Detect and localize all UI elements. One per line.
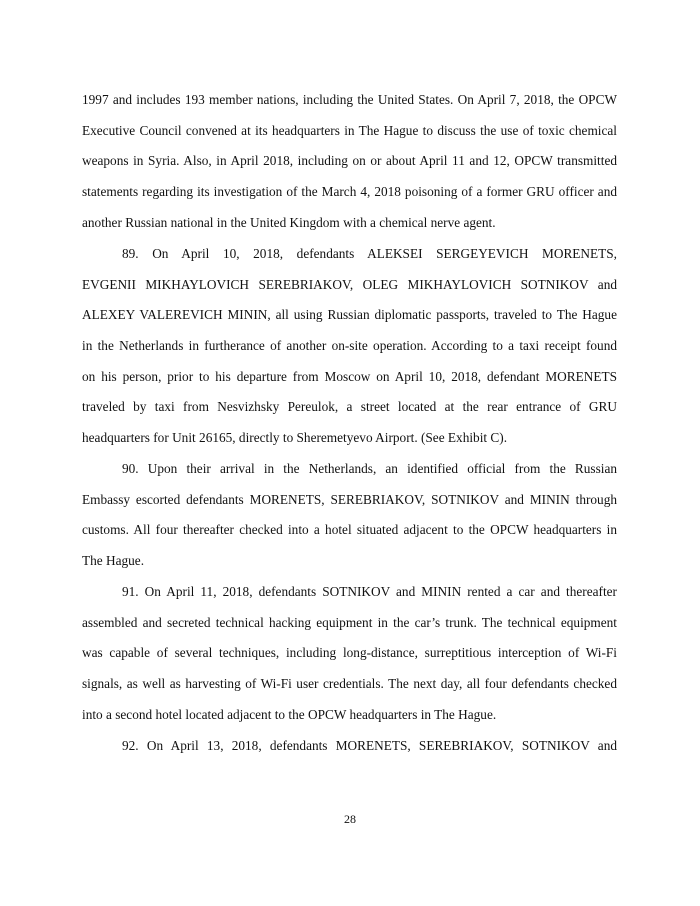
body-line-20: signals, as well as harvesting of Wi-Fi user credentials. The next day, all four defendants checked <box>82 676 617 691</box>
body-line-4: statements regarding its investigation of the March 4, 2018 poisoning of a former GRU officer and <box>82 184 617 199</box>
body-line-19: was capable of several techniques, including long-distance, surreptitious interception of Wi-Fi <box>82 645 617 660</box>
body-line-18: assembled and secreted technical hacking equipment in the car’s trunk. The technical equipment <box>82 615 617 630</box>
paragraph-92-first-line: 92. On April 13, 2018, defendants MORENETS, SEREBRIAKOV, SOTNIKOV and <box>122 738 617 753</box>
body-line-10: on his person, prior to his departure from Moscow on April 10, 2018, defendant MORENETS <box>82 369 617 384</box>
body-line-7: EVGENII MIKHAYLOVICH SEREBRIAKOV, OLEG MIKHAYLOVICH SOTNIKOV and <box>82 277 617 292</box>
body-line-15: customs. All four thereafter checked into a hotel situated adjacent to the OPCW headquarters in <box>82 522 617 537</box>
page-number: 28 <box>344 812 356 826</box>
body-line-12: headquarters for Unit 26165, directly to Sheremetyevo Airport. (See Exhibit C). <box>82 430 508 445</box>
paragraph-91-first-line: 91. On April 11, 2018, defendants SOTNIKOV and MININ rented a car and thereafter <box>122 584 617 599</box>
body-line-2: Executive Council convened at its headquarters in The Hague to discuss the use of toxic chemical <box>82 123 617 138</box>
body-line-8: ALEXEY VALEREVICH MININ, all using Russian diplomatic passports, traveled to The Hague <box>82 307 617 322</box>
body-line-5: another Russian national in the United Kingdom with a chemical nerve agent. <box>82 215 496 230</box>
body-line-21: into a second hotel located adjacent to the OPCW headquarters in The Hague. <box>82 707 497 722</box>
body-line-11: traveled by taxi from Nesvizhsky Pereulok, a street located at the rear entrance of GRU <box>82 399 617 414</box>
body-line-14: Embassy escorted defendants MORENETS, SEREBRIAKOV, SOTNIKOV and MININ through <box>82 492 617 507</box>
body-line-16: The Hague. <box>82 553 145 568</box>
paragraph-90-first-line: 90. Upon their arrival in the Netherlands, an identified official from the Russian <box>122 461 617 476</box>
paragraph-89-first-line: 89. On April 10, 2018, defendants ALEKSEI SERGEYEVICH MORENETS, <box>122 246 617 261</box>
body-line-9: in the Netherlands in furtherance of another on-site operation. According to a taxi receipt found <box>82 338 617 353</box>
body-line-3: weapons in Syria. Also, in April 2018, including on or about April 11 and 12, OPCW transmitted <box>82 153 617 168</box>
body-line-1: 1997 and includes 193 member nations, including the United States. On April 7, 2018, the OPCW <box>82 92 617 107</box>
